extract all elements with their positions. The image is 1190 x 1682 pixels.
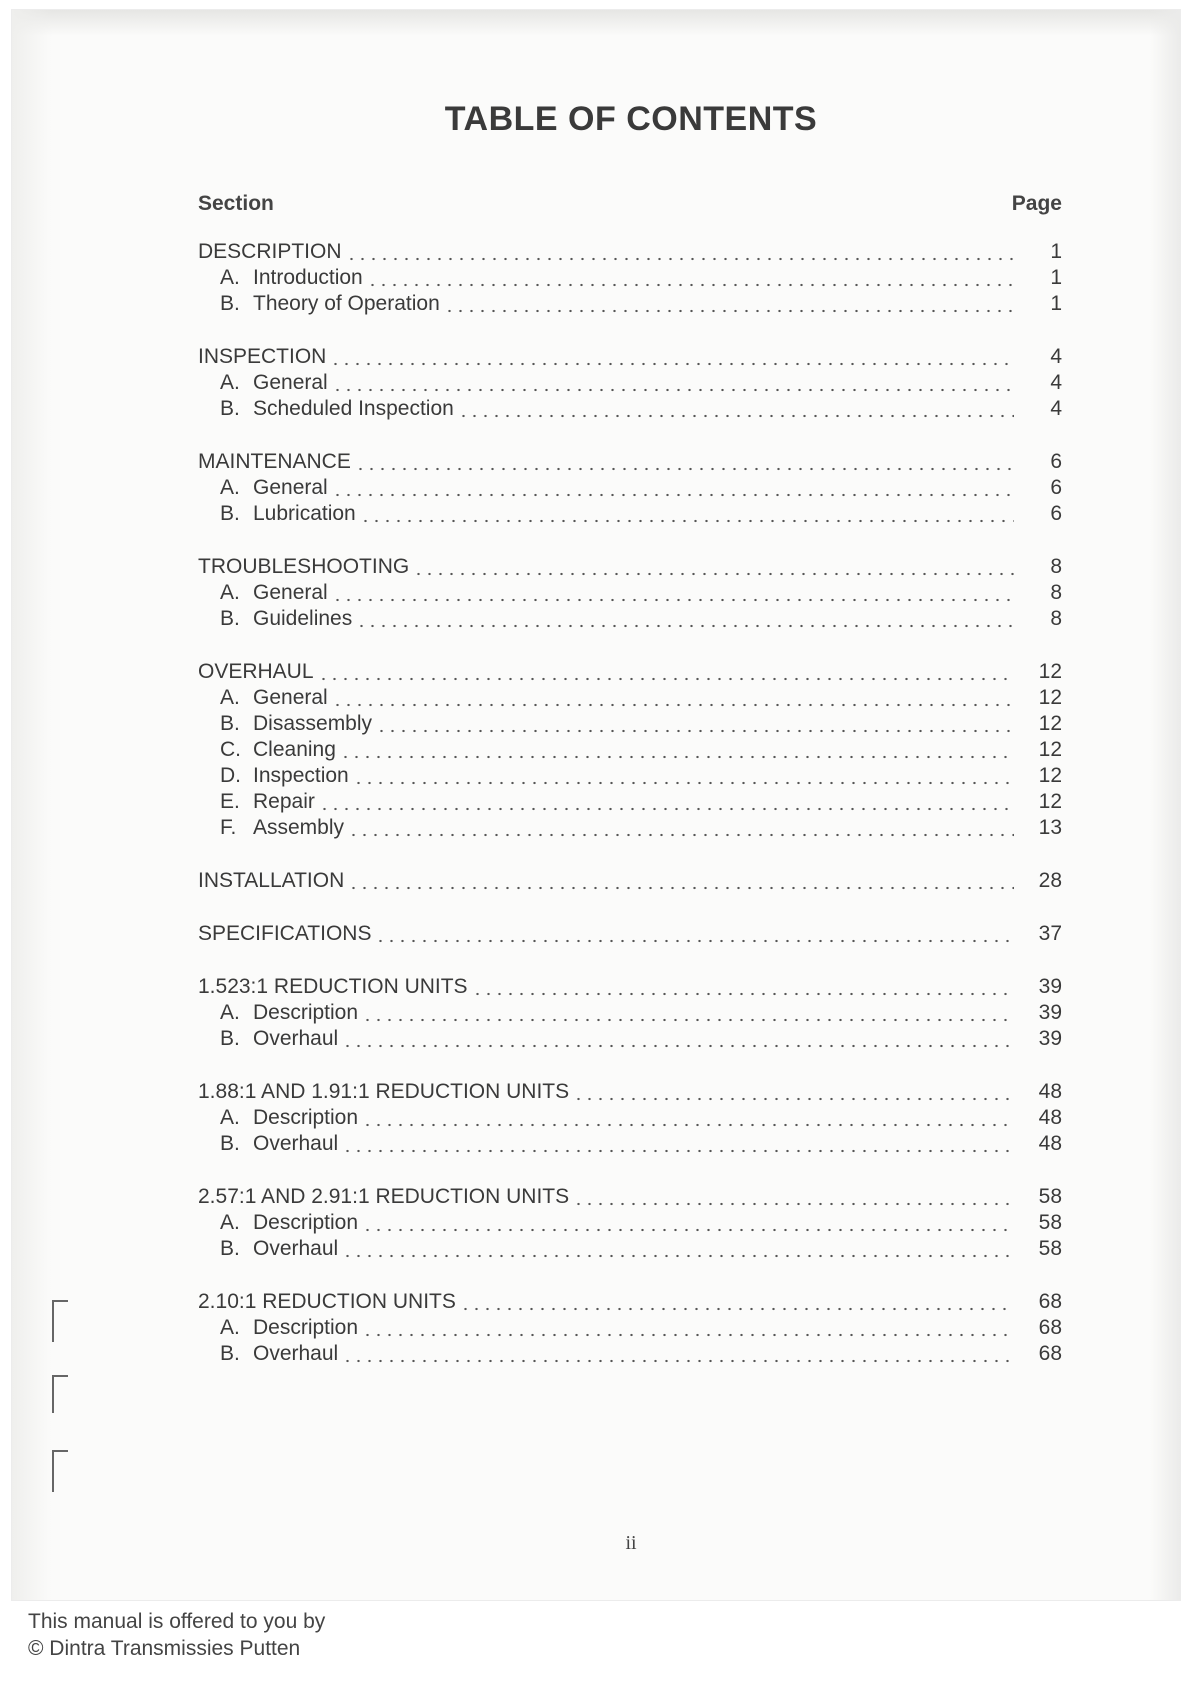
toc-section-row: [198, 1080, 1062, 1106]
footer-credit: [28, 1608, 325, 1662]
dot-leader: [376, 728, 1014, 734]
binder-hole-mark: [52, 1375, 68, 1413]
toc-subsection-row: [198, 1106, 1062, 1132]
toc-section-title: INSPECTION: [198, 345, 327, 368]
toc-page-number: 4: [1050, 397, 1062, 420]
toc-subsection-row: [198, 371, 1062, 397]
toc-subsection-letter: B.: [220, 397, 240, 420]
toc-page-number: 6: [1050, 476, 1062, 499]
toc-section-title: 1.88:1 AND 1.91:1 REDUCTION UNITS: [198, 1080, 570, 1103]
dot-leader: [362, 1332, 1014, 1338]
dot-leader: [353, 780, 1014, 786]
toc-page-number: 8: [1050, 555, 1062, 578]
toc-subsection-row: [198, 502, 1062, 528]
toc-section-row: [198, 660, 1062, 686]
toc-subsection-letter: B.: [220, 1027, 240, 1050]
toc-section-row: [198, 922, 1062, 948]
toc-section-title: 1.523:1 REDUCTION UNITS: [198, 975, 468, 998]
binder-hole-mark: [52, 1450, 68, 1492]
dot-leader: [355, 466, 1014, 472]
toc-page-number: 58: [1038, 1185, 1062, 1208]
toc-page-number: 68: [1038, 1342, 1062, 1365]
toc-subsection-row: [198, 1342, 1062, 1368]
dot-leader: [342, 1043, 1014, 1049]
toc-subsection-title: General: [253, 686, 328, 709]
dot-leader: [330, 361, 1014, 367]
dot-leader: [362, 1227, 1014, 1233]
toc-subsection-letter: F.: [220, 816, 237, 839]
toc-subsection-title: Disassembly: [253, 712, 373, 735]
toc-subsection-row: [198, 1237, 1062, 1263]
binder-hole-mark: [52, 1300, 68, 1342]
toc-section-row: [198, 1290, 1062, 1316]
toc-subsection-row: [198, 712, 1062, 738]
toc-page-number: 68: [1038, 1316, 1062, 1339]
toc-subsection-letter: A.: [220, 1316, 240, 1339]
toc-section-title: TROUBLESHOOTING: [198, 555, 410, 578]
toc-subsection-title: Description: [253, 1001, 359, 1024]
toc-subsection-row: [198, 1316, 1062, 1342]
toc-subsection-row: [198, 607, 1062, 633]
toc-page-number: 1: [1050, 292, 1062, 315]
toc-page-number: 6: [1050, 502, 1062, 525]
toc-section-title: SPECIFICATIONS: [198, 922, 372, 945]
toc-subsection-row: [198, 816, 1062, 842]
toc-page-number: 6: [1050, 450, 1062, 473]
toc-subsection-row: [198, 790, 1062, 816]
toc-page-number: 39: [1038, 975, 1062, 998]
dot-leader: [573, 1096, 1014, 1102]
toc-page-number: 58: [1038, 1211, 1062, 1234]
toc-subsection-title: General: [253, 476, 328, 499]
footer-line: This manual is offered to you by: [28, 1610, 326, 1633]
toc-page-number: 28: [1038, 869, 1062, 892]
dot-leader: [342, 1148, 1014, 1154]
toc-page-number: 68: [1038, 1290, 1062, 1313]
dot-leader: [342, 1358, 1014, 1364]
page-title: TABLE OF CONTENTS: [444, 100, 818, 138]
dot-leader: [319, 806, 1014, 812]
toc-subsection-letter: E.: [220, 790, 240, 813]
dot-leader: [340, 754, 1014, 760]
dot-leader: [356, 623, 1014, 629]
toc-subsection-letter: B.: [220, 607, 240, 630]
toc-subsection-title: Description: [253, 1211, 359, 1234]
toc-subsection-letter: B.: [220, 292, 240, 315]
toc-page-number: 12: [1038, 660, 1062, 683]
toc-subsection-row: [198, 1027, 1062, 1053]
dot-leader: [342, 1253, 1014, 1259]
toc-subsection-title: Overhaul: [253, 1342, 339, 1365]
page-shadow-left: [12, 10, 52, 1600]
toc-page-number: 12: [1038, 712, 1062, 735]
toc-subsection-title: Introduction: [253, 266, 363, 289]
page-shadow-top: [12, 10, 1180, 36]
toc-subsection-title: Lubrication: [253, 502, 356, 525]
toc-subsection-row: [198, 738, 1062, 764]
toc-section-row: [198, 1185, 1062, 1211]
dot-leader: [332, 492, 1014, 498]
toc-subsection-letter: A.: [220, 371, 240, 394]
toc-page-number: 48: [1038, 1132, 1062, 1155]
toc-section-row: [198, 975, 1062, 1001]
toc-subsection-letter: B.: [220, 712, 240, 735]
dot-leader: [460, 1306, 1014, 1312]
toc-subsection-letter: B.: [220, 1342, 240, 1365]
dot-leader: [346, 256, 1014, 262]
toc-page-number: 12: [1038, 738, 1062, 761]
dot-leader: [362, 1122, 1014, 1128]
toc-subsection-row: [198, 292, 1062, 318]
toc-subsection-title: General: [253, 371, 328, 394]
page-shadow-right: [1150, 10, 1180, 1600]
toc-subsection-letter: B.: [220, 502, 240, 525]
toc-subsection-letter: A.: [220, 581, 240, 604]
toc-subsection-letter: D.: [220, 764, 241, 787]
toc-page-number: 4: [1050, 345, 1062, 368]
table-of-contents: [198, 240, 1062, 1368]
dot-leader: [348, 885, 1014, 891]
toc-subsection-title: Description: [253, 1106, 359, 1129]
toc-page-number: 12: [1038, 764, 1062, 787]
toc-subsection-letter: A.: [220, 686, 240, 709]
dot-leader: [367, 282, 1014, 288]
toc-page-number: 12: [1038, 686, 1062, 709]
toc-subsection-title: Assembly: [253, 816, 345, 839]
toc-section-row: [198, 555, 1062, 581]
toc-page-number: 39: [1038, 1027, 1062, 1050]
dot-leader: [573, 1201, 1014, 1207]
toc-section-row: [198, 869, 1062, 895]
toc-section-row: [198, 240, 1062, 266]
page-column-header: Page: [1011, 192, 1062, 215]
toc-subsection-title: Overhaul: [253, 1027, 339, 1050]
toc-section-title: 2.57:1 AND 2.91:1 REDUCTION UNITS: [198, 1185, 570, 1208]
toc-page-number: 39: [1038, 1001, 1062, 1024]
toc-subsection-letter: B.: [220, 1237, 240, 1260]
toc-subsection-row: [198, 1001, 1062, 1027]
toc-page-number: 37: [1038, 922, 1062, 945]
dot-leader: [318, 676, 1014, 682]
toc-page-number: 8: [1050, 607, 1062, 630]
toc-subsection-title: Guidelines: [253, 607, 353, 630]
toc-subsection-row: [198, 1132, 1062, 1158]
toc-subsection-row: [198, 1211, 1062, 1237]
toc-subsection-row: [198, 397, 1062, 423]
toc-subsection-title: General: [253, 581, 328, 604]
dot-leader: [360, 518, 1014, 524]
toc-page-number: 1: [1050, 240, 1062, 263]
toc-subsection-letter: A.: [220, 1211, 240, 1234]
toc-subsection-letter: C.: [220, 738, 241, 761]
toc-section-title: DESCRIPTION: [198, 240, 342, 263]
dot-leader: [332, 702, 1014, 708]
page-number: ii: [625, 1532, 637, 1554]
dot-leader: [332, 597, 1014, 603]
dot-leader: [413, 571, 1014, 577]
toc-subsection-title: Overhaul: [253, 1132, 339, 1155]
toc-page-number: 4: [1050, 371, 1062, 394]
toc-subsection-row: [198, 686, 1062, 712]
toc-page-number: 1: [1050, 266, 1062, 289]
dot-leader: [348, 832, 1014, 838]
toc-section-title: MAINTENANCE: [198, 450, 351, 473]
toc-subsection-title: Cleaning: [253, 738, 336, 761]
toc-page-number: 8: [1050, 581, 1062, 604]
dot-leader: [362, 1017, 1014, 1023]
toc-subsection-title: Overhaul: [253, 1237, 339, 1260]
toc-subsection-title: Inspection: [253, 764, 349, 787]
toc-subsection-letter: A.: [220, 1001, 240, 1024]
toc-page-number: 48: [1038, 1080, 1062, 1103]
dot-leader: [472, 991, 1014, 997]
toc-subsection-letter: A.: [220, 476, 240, 499]
toc-subsection-letter: A.: [220, 266, 240, 289]
toc-subsection-title: Description: [253, 1316, 359, 1339]
toc-subsection-row: [198, 764, 1062, 790]
toc-section-row: [198, 345, 1062, 371]
footer-line: © Dintra Transmissies Putten: [28, 1637, 301, 1660]
dot-leader: [332, 387, 1014, 393]
toc-page-number: 13: [1038, 816, 1062, 839]
toc-section-title: 2.10:1 REDUCTION UNITS: [198, 1290, 456, 1313]
section-column-header: Section: [198, 192, 274, 215]
toc-section-title: OVERHAUL: [198, 660, 314, 683]
toc-subsection-row: [198, 266, 1062, 292]
toc-subsection-title: Repair: [253, 790, 315, 813]
toc-subsection-title: Theory of Operation: [253, 292, 440, 315]
dot-leader: [444, 308, 1014, 314]
toc-subsection-title: Scheduled Inspection: [253, 397, 454, 420]
toc-subsection-letter: B.: [220, 1132, 240, 1155]
toc-section-row: [198, 450, 1062, 476]
toc-page-number: 48: [1038, 1106, 1062, 1129]
toc-subsection-row: [198, 476, 1062, 502]
toc-section-title: INSTALLATION: [198, 869, 345, 892]
toc-page-number: 12: [1038, 790, 1062, 813]
dot-leader: [375, 938, 1014, 944]
toc-page-number: 58: [1038, 1237, 1062, 1260]
dot-leader: [458, 413, 1014, 419]
toc-subsection-row: [198, 581, 1062, 607]
toc-subsection-letter: A.: [220, 1106, 240, 1129]
